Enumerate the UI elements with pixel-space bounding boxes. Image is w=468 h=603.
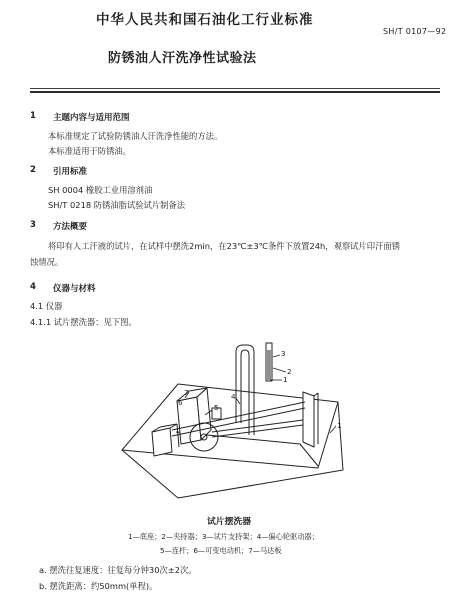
motor-block [177, 388, 211, 444]
subsection-4-1-1: 4.1.1 试片摆洗器：见下图。 [30, 317, 137, 327]
figure-caption: 试片摆洗器 [207, 517, 251, 527]
standard-title: 中华人民共和国石油化工行业标准 [96, 12, 314, 28]
section-1-heading: 主题内容与适用范围 [53, 113, 130, 123]
reference-2: SH/T 0218 防锈油脂试验试片制备法 [48, 200, 186, 210]
callout-2: 2 [287, 367, 292, 376]
standard-code: SH/T 0107—92 [383, 27, 447, 36]
item-b: b. 摆洗距离：约50mm(单程)。 [39, 581, 158, 591]
section-4-heading: 仪器与材料 [53, 284, 96, 294]
figure-legend-line-2: 5—连杆；6—可变电动机；7—马达板 [160, 546, 282, 555]
section-2-heading: 引用标准 [53, 167, 88, 177]
callout-4: 4 [231, 392, 236, 401]
subsection-4-1: 4.1 仪器 [30, 301, 63, 311]
section-1-number: 1 [30, 111, 36, 121]
callout-1-top: 1 [283, 375, 288, 384]
callout-3: 3 [281, 349, 286, 358]
item-a: a. 摆洗往复速度：往复每分钟30次±2次。 [39, 565, 197, 575]
callout-5: 5 [214, 403, 219, 412]
specimen-holder [266, 343, 272, 381]
section-3-number: 3 [30, 220, 36, 230]
callout-6: 6 [178, 398, 183, 407]
section-1-para-2: 本标准适用于防锈油。 [48, 146, 131, 156]
figure-legend-line-1: 1—底座；2—夹持器；3—试片支持架；4—偏心轮驱动器； [128, 532, 319, 541]
section-4-number: 4 [30, 282, 36, 292]
reference-1: SH 0004 橡胶工业用溶剂油 [48, 185, 153, 195]
document-title: 防锈油人汗洗净性试验法 [108, 51, 257, 66]
section-3-para-2: 蚀情况。 [30, 257, 64, 267]
section-3-para-1: 将印有人工汗液的试片，在试样中摆洗2min，在23℃±3℃条件下放置24h，观察试片印汗面锈 [48, 241, 400, 251]
callout-1: 1 [337, 421, 342, 430]
section-1-para-1: 本标准规定了试验防锈油人汗洗净性能的方法。 [48, 131, 223, 141]
section-3-heading: 方法概要 [53, 222, 88, 232]
section-2-number: 2 [30, 165, 36, 175]
callout-7: 7 [184, 388, 189, 397]
